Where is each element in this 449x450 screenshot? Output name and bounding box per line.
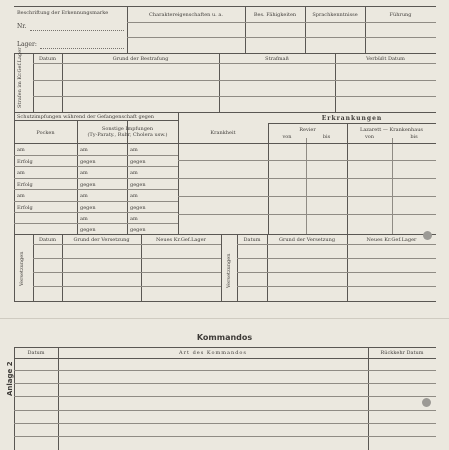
ill-row-line xyxy=(178,178,436,179)
vacc-title-line xyxy=(14,120,178,121)
hospital-to: bis xyxy=(410,134,418,140)
top-bottom-border xyxy=(14,53,436,54)
other-on-2b: am xyxy=(130,170,138,176)
commands-left-border xyxy=(14,347,15,450)
illnesses-title: Erkrankungen xyxy=(321,115,383,122)
top-border xyxy=(14,6,436,7)
transfers-col-reason-right: Grund der Versetzung xyxy=(278,237,336,243)
transfers-left-border xyxy=(14,234,15,301)
commands-col-date: Datum xyxy=(27,350,45,356)
vacc-header-line xyxy=(14,143,178,144)
punishments-header-line xyxy=(33,63,436,64)
ill-title-line xyxy=(268,123,436,124)
commands-row-line xyxy=(14,436,436,437)
illnesses-col-hospital: Lazarett — Krankenhaus xyxy=(360,127,423,133)
punishments-row-line xyxy=(33,80,436,81)
transfers-mid-border xyxy=(221,234,222,301)
other-against-3b: gegen xyxy=(130,205,146,211)
commands-col-type: Art des Kommandos xyxy=(179,350,247,356)
nr-field[interactable] xyxy=(30,30,124,31)
ill-row-line xyxy=(178,196,436,197)
punishments-bottom xyxy=(14,112,436,113)
hospital-from: von xyxy=(364,134,375,140)
transfers-row-line xyxy=(237,272,436,273)
other-against-1b: gegen xyxy=(130,159,146,165)
vaccinations-title: Schutzimpfungen während der Gefangenschaft gegen xyxy=(17,114,155,120)
ill-sub-line xyxy=(392,138,393,234)
ill-sub-line xyxy=(306,138,307,234)
transfers-header-line xyxy=(33,244,221,245)
vaccinations-col-other-sub: (Ty-Paraty., Ruhr, Cholera usw.) xyxy=(87,132,168,138)
infirmary-from: von xyxy=(282,134,292,140)
abilities-label: Bes. Fähigkeiten xyxy=(253,12,297,18)
transfers-col-date-left: Datum xyxy=(39,237,56,243)
commands-col-return: Rückkehr Datum xyxy=(380,350,424,356)
leadership-label: Führung xyxy=(389,12,412,18)
punishments-col-served: Verbüßt Datum xyxy=(366,56,405,62)
camp-label: Lager: xyxy=(17,41,37,48)
other-against-2: gegen xyxy=(80,182,96,188)
ill-row-line xyxy=(178,160,436,161)
illnesses-col-infirmary: Revier xyxy=(299,127,316,133)
transfers-row-line xyxy=(33,286,221,287)
other-on-1b: am xyxy=(130,147,138,153)
commands-col-line xyxy=(368,347,369,450)
commands-title: Kommandos xyxy=(196,333,253,342)
infirmary-to: bis xyxy=(322,134,331,140)
description-label: Beschriftung der Erkennungsmarke xyxy=(17,10,109,16)
ill-row-line xyxy=(178,214,436,215)
smallpox-result-3: Erfolg xyxy=(17,205,33,211)
vacc-row-line xyxy=(14,189,178,190)
transfers-row-line xyxy=(33,258,221,259)
other-against-1: gegen xyxy=(80,159,96,165)
punishments-col-measure: Strafmaß xyxy=(265,56,289,62)
vacc-row-line xyxy=(14,166,178,167)
languages-label: Sprachkenntnisse xyxy=(312,12,358,18)
transfers-col-date-right: Datum xyxy=(243,237,261,243)
commands-row-line xyxy=(14,410,436,411)
other-on-2: am xyxy=(80,170,88,176)
punishments-left-border xyxy=(14,53,15,112)
other-against-4: gegen xyxy=(80,227,96,233)
vacc-row-line xyxy=(14,223,178,224)
smallpox-result-1: Erfolg xyxy=(17,159,33,165)
vacc-row-line xyxy=(14,178,178,179)
other-on-3b: am xyxy=(130,193,138,199)
transfers-row-line xyxy=(33,272,221,273)
other-on-1: am xyxy=(80,147,88,153)
fold-crease xyxy=(0,318,449,319)
smallpox-on-1: am xyxy=(17,147,25,153)
vacc-row-line xyxy=(14,155,178,156)
transfers-side-label-left: Versetzungen xyxy=(19,251,25,286)
commands-side-label: Anlage 2 xyxy=(6,361,14,396)
nr-label: Nr. xyxy=(17,23,27,30)
punishments-col-date: Datum xyxy=(39,56,56,62)
other-against-4b: gegen xyxy=(130,227,146,233)
other-against-2b: gegen xyxy=(130,182,146,188)
commands-col-line xyxy=(58,347,59,450)
transfers-col-newcamp-right: Neues Kr.Gef.Lager xyxy=(366,237,417,243)
commands-row-line xyxy=(14,396,436,397)
vaccinations-col-other: Sonstige Impfungen xyxy=(101,126,154,132)
punishments-row-line xyxy=(33,96,436,97)
vacc-row-line xyxy=(14,212,178,213)
punishments-side-label: Strafen im Kr.Gef.Lager xyxy=(17,47,23,108)
vaccinations-col-smallpox: Pocken xyxy=(36,130,55,136)
top-row-line xyxy=(127,22,436,23)
other-against-3: gegen xyxy=(80,205,96,211)
smallpox-on-3: am xyxy=(17,193,25,199)
commands-row-line xyxy=(14,383,436,384)
smallpox-on-2: am xyxy=(17,170,25,176)
punch-hole-upper xyxy=(423,231,432,240)
characteristics-label: Charaktereigenschaften u. a. xyxy=(149,12,223,18)
transfers-col-newcamp-left: Neues Kr.Gef.Lager xyxy=(156,237,206,243)
other-on-4b: am xyxy=(130,216,138,222)
vacc-bottom xyxy=(14,234,436,235)
other-on-4: am xyxy=(80,216,88,222)
transfers-bottom xyxy=(14,301,436,302)
top-row-line xyxy=(127,37,436,38)
vacc-row-line xyxy=(14,201,178,202)
other-on-3: am xyxy=(80,193,88,199)
commands-row-line xyxy=(14,423,436,424)
transfers-header-line xyxy=(237,244,436,245)
commands-top xyxy=(14,347,436,348)
transfers-row-line xyxy=(237,258,436,259)
illnesses-col-illness: Krankheit xyxy=(210,130,236,136)
transfers-col-reason-left: Grund der Versetzung xyxy=(73,237,130,243)
commands-header-line xyxy=(14,358,436,359)
transfers-row-line xyxy=(237,286,436,287)
ill-header-line xyxy=(178,143,436,144)
smallpox-result-2: Erfolg xyxy=(17,182,33,188)
punishments-col-reason: Grund der Bestrafung xyxy=(112,56,169,62)
transfers-side-label-right: Versetzungen xyxy=(226,253,232,288)
commands-row-line xyxy=(14,370,436,371)
camp-field[interactable] xyxy=(40,48,124,49)
punch-hole-lower xyxy=(422,398,431,407)
